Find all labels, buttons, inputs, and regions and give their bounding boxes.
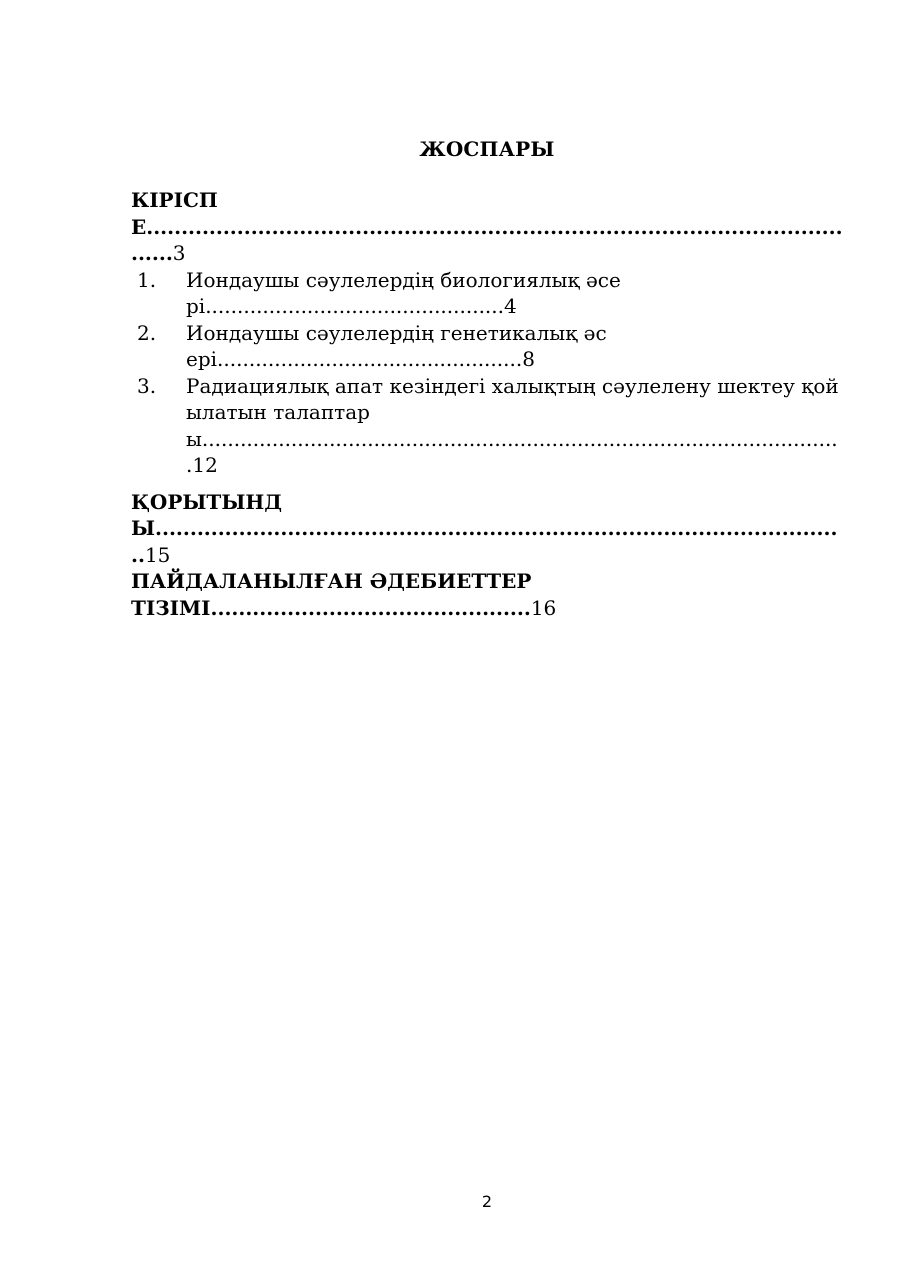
toc-entry-dots: .......................................................................................................... bbox=[131, 214, 843, 265]
toc-item-dots: ............................................... bbox=[205, 294, 505, 318]
toc-item-1 bbox=[131, 267, 843, 320]
toc-entry-label: КІРІСПЕ bbox=[131, 188, 218, 239]
toc-entry-intro bbox=[131, 187, 843, 267]
toc-item-index: 2. bbox=[137, 320, 157, 345]
toc-item-page: 4 bbox=[504, 294, 517, 318]
toc-item-text: Иондаушы сәулелердің генетикалық әсері bbox=[186, 320, 607, 371]
toc-entry-page: 16 bbox=[530, 595, 557, 620]
page-number: 2 bbox=[481, 1192, 493, 1211]
toc-item-index: 1. bbox=[137, 267, 157, 292]
toc-item-2 bbox=[131, 320, 843, 373]
toc-item-dots: ..................................................................................................... bbox=[186, 426, 838, 477]
page-title: ЖОСПАРЫ bbox=[419, 137, 555, 161]
toc-entry-conclusion bbox=[131, 489, 843, 569]
toc-item-index: 3. bbox=[137, 373, 157, 398]
toc-entry-page: 3 bbox=[172, 241, 186, 265]
toc-entry-references bbox=[131, 568, 601, 621]
toc-entry-label: ПАЙДАЛАНЫЛҒАН ӘДЕБИЕТТЕР ТІЗІМІ bbox=[131, 569, 532, 620]
toc-item-page: 12 bbox=[192, 453, 218, 477]
toc-item-3 bbox=[131, 373, 843, 479]
toc-item-text: Иондаушы сәулелердің биологиялық әсері bbox=[186, 267, 621, 318]
table-of-contents bbox=[131, 187, 843, 621]
toc-entry-dots: .................................................................................................... bbox=[131, 516, 838, 567]
toc-item-page: 8 bbox=[522, 347, 535, 371]
toc-entry-label: ҚОРЫТЫНДЫ bbox=[131, 489, 283, 540]
toc-item-dots: ................................................ bbox=[217, 347, 523, 371]
toc-entry-dots: .............................................. bbox=[210, 595, 531, 620]
toc-item-text: Радиациялық апат кезіндегі халықтың сәулелену шектеу қойылатын талаптары bbox=[186, 373, 839, 451]
toc-entry-page: 15 bbox=[144, 542, 171, 567]
